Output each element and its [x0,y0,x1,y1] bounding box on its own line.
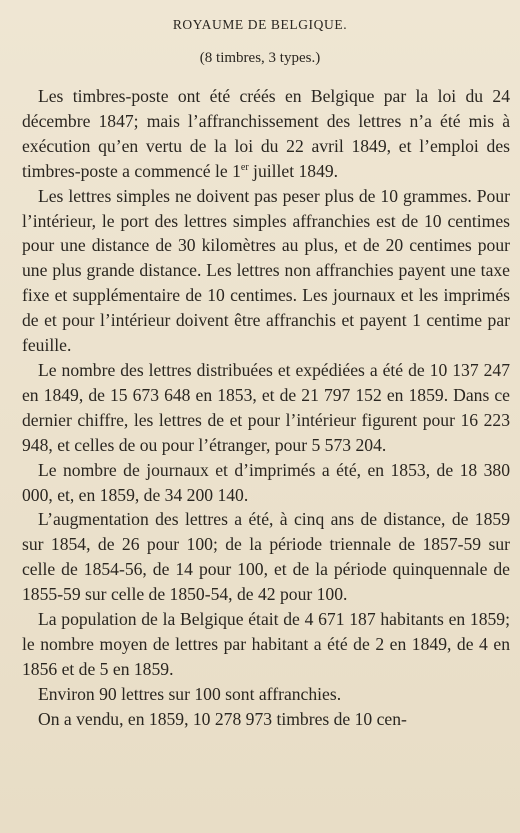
paragraph-5: L’augmentation des lettres a été, à cinq ans de distance, de 1859 sur 1854, de 26 pour 100; de la période triennale de 1857-59 sur celle de 1854-56, de 14 pour 100, et de la période quinquennale de 1855-59 sur celle de 1850-54, de 42 pour 100. [22,509,510,605]
section-title: ROYAUME DE BELGIQUE. [172,17,348,32]
paragraph-1-text: Les timbres-poste ont été créés en Belgique par la loi du 24 décembre 1847; mais l’affranchissement des lettres n’a été mis à exécution qu’en vertu de la loi du 22 avril 1849, et l’emploi des timbres-poste a commencé le 1 [22,86,510,181]
paragraph-1 [22,84,510,184]
paragraph-1-tail: juillet 1849. [248,160,339,181]
body-text [22,84,510,732]
paragraph-2: Les lettres simples ne doivent pas peser plus de 10 grammes. Pour l’intérieur, le port des lettres simples affranchies est de 10 centimes pour une distance de 30 kilomètres au plus, et de 20 centimes pour une plus grande distance. Les lettres non affranchies payent une taxe fixe et supplémentaire de 10 centimes. Les journaux et les imprimés de et pour l’intérieur doivent être affranchis et payent 1 centime par feuille. [22,185,510,356]
paragraph-8: On a vendu, en 1859, 10 278 973 timbres de 10 cen- [38,708,407,729]
paragraph-3: Le nombre des lettres distribuées et expédiées a été de 10 137 247 en 1849, de 15 673 648 en 1853, et de 21 797 152 en 1859. Dans ce dernier chiffre, les lettres de et pour l’intérieur figurent pour 16 223 948, et celles de ou pour l’étranger, pour 5 573 204. [22,359,510,455]
ordinal-superscript: er [240,161,249,173]
paragraph-4: Le nombre de journaux et d’imprimés a été, en 1853, de 18 380 000, et, en 1859, de 34 200 140. [22,459,510,505]
paragraph-7: Environ 90 lettres sur 100 sont affranchies. [38,683,342,704]
paragraph-6: La population de la Belgique était de 4 671 187 habitants en 1859; le nombre moyen de lettres par habitant a été de 2 en 1849, de 4 en 1856 et de 5 en 1859. [22,609,510,679]
section-subtitle: (8 timbres, 3 types.) [199,50,321,66]
